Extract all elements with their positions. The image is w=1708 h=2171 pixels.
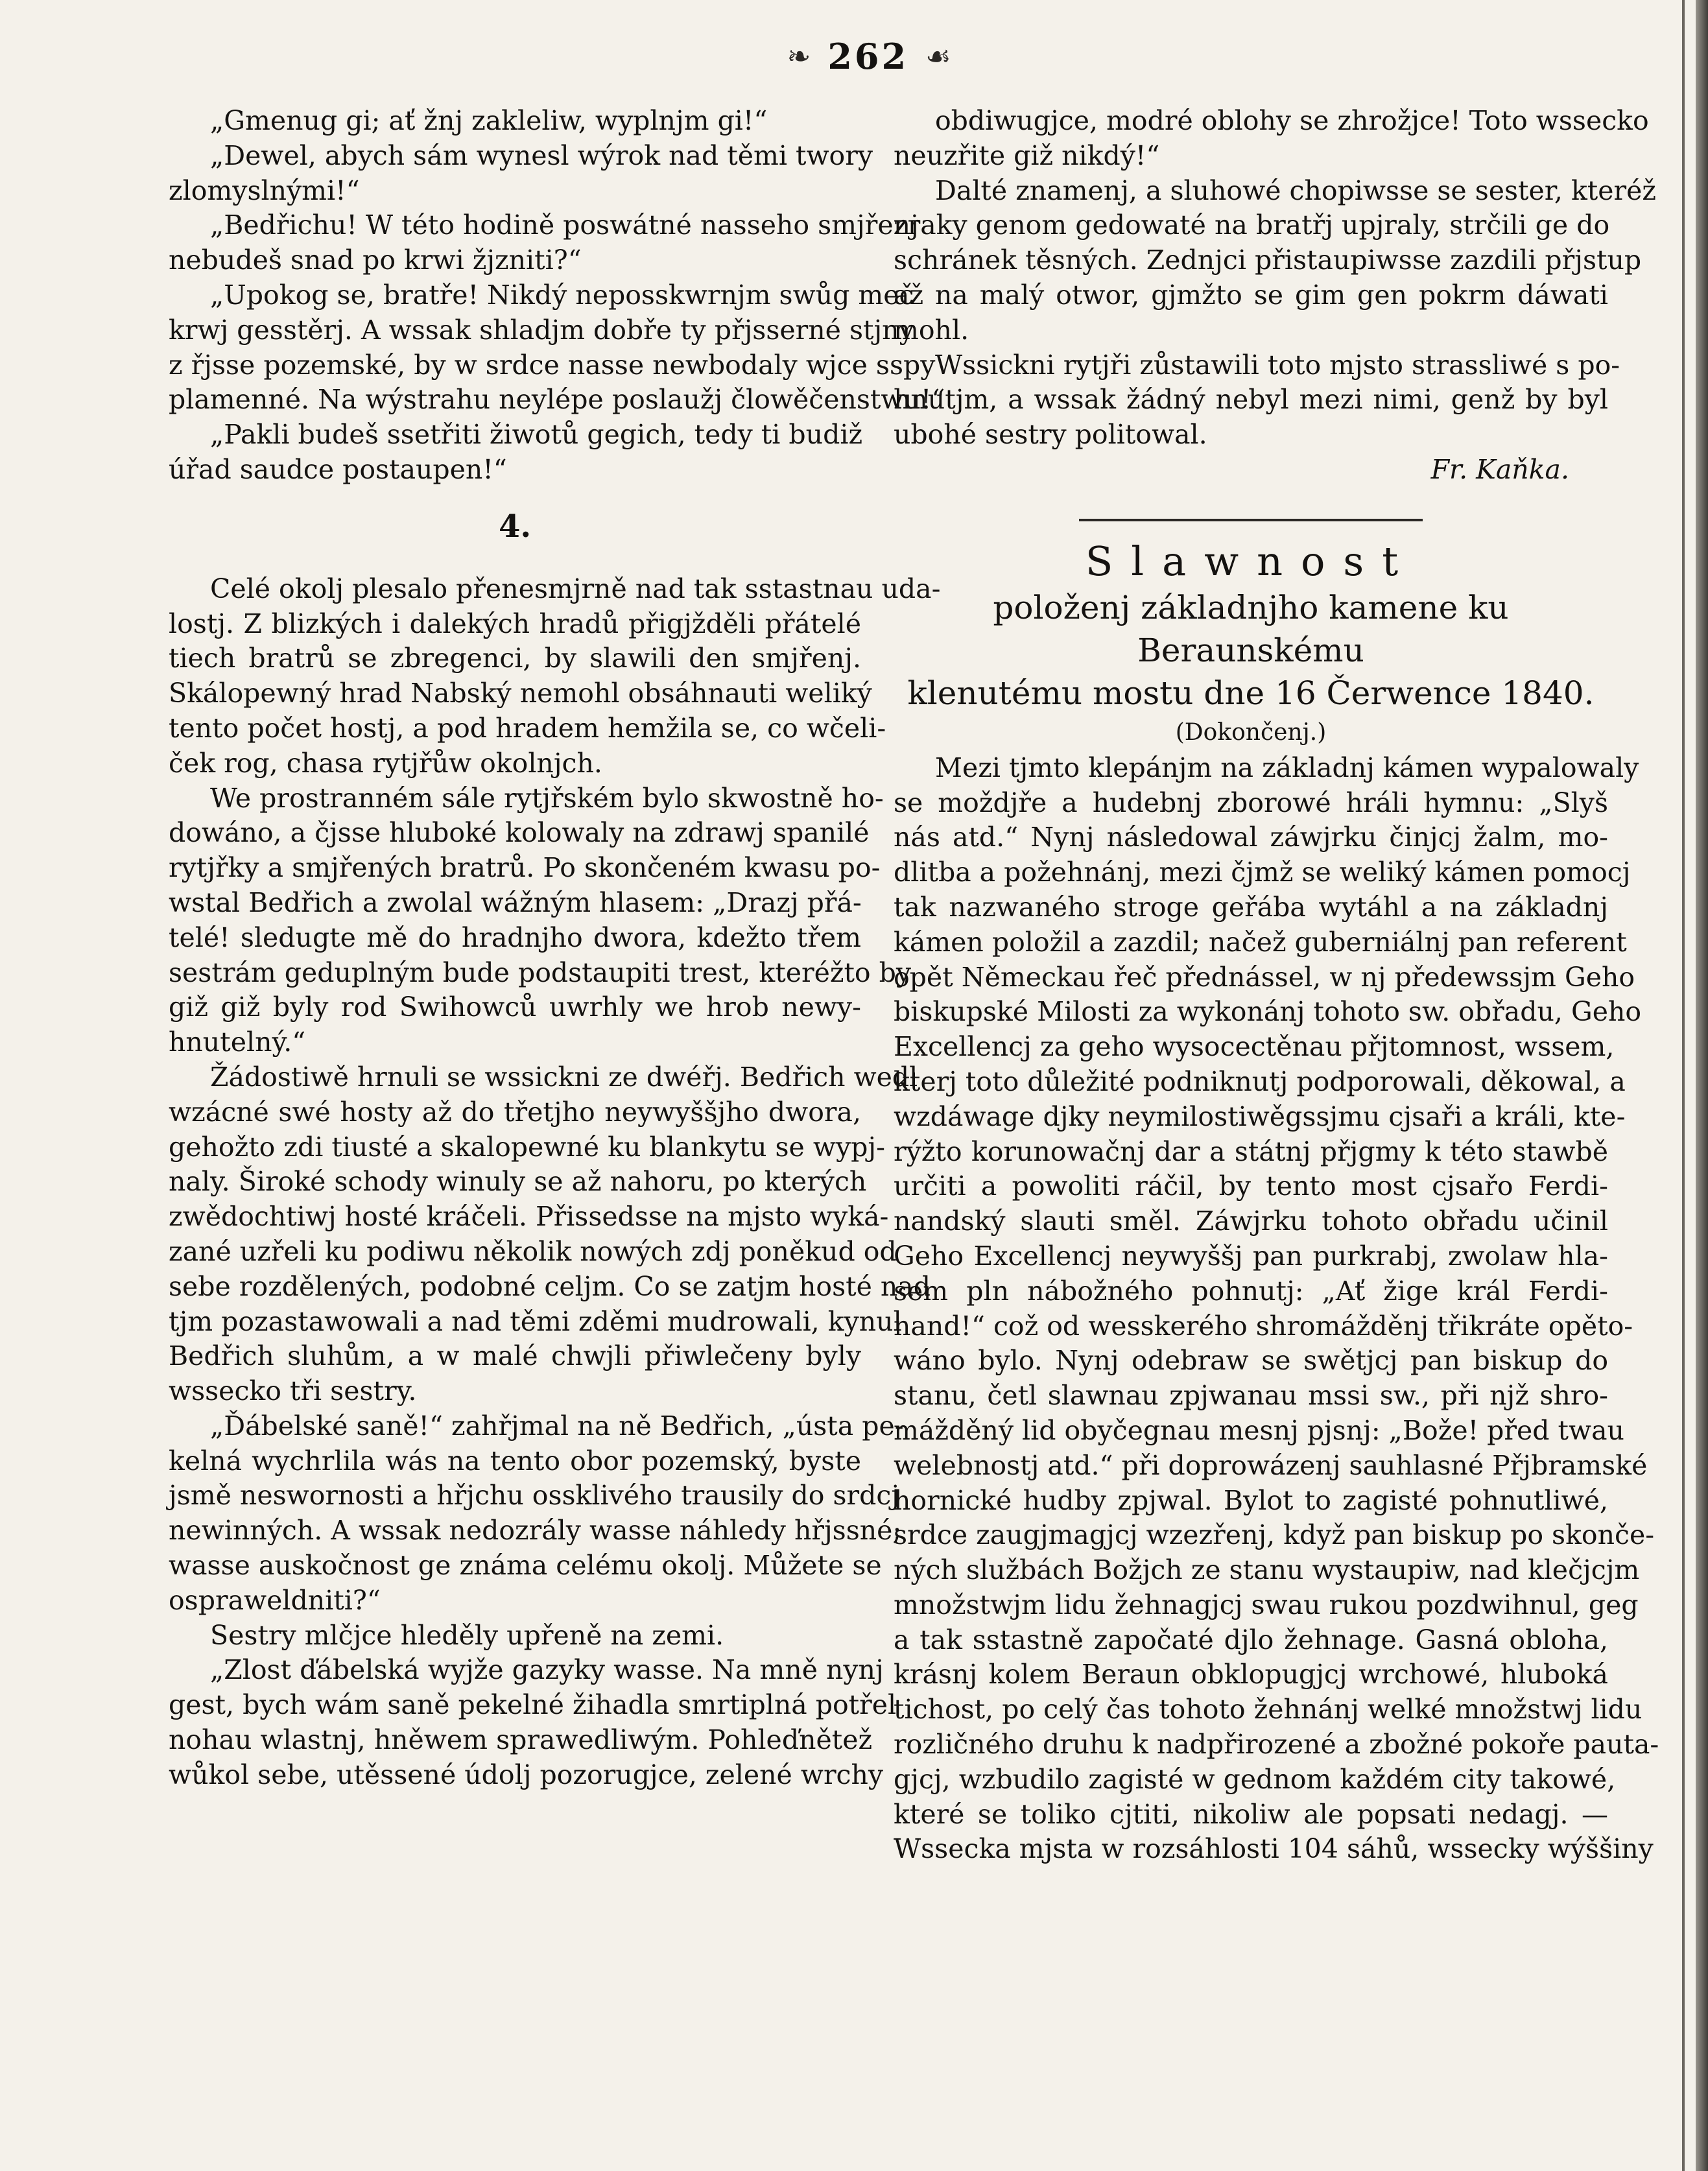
- text-line: dowáno, a čjsse hluboké kolowaly na zdrawj spanilé: [169, 817, 870, 849]
- text-line: „Bedřichu! W této hodině poswátné nasseho smjřenj: [210, 209, 919, 241]
- text-line: rozličného druhu k nadpřirozené a zbožné pokoře pauta-: [894, 1729, 1659, 1761]
- text-line: gest, bych wám saně pekelné žihadla smrtiplná potřel: [169, 1689, 897, 1721]
- text-line: Celé okolj plesalo přenesmjrně nad tak sstastnau uda-: [210, 573, 941, 604]
- text-line: až na malý otwor, gjmžto se gim gen pokrm dáwati: [894, 279, 1608, 311]
- text-line: nand!“ což od wesskerého shromážděnj třikráte opěto-: [894, 1310, 1633, 1342]
- text-line: srdce zaugjmagjcj wzezřenj, když pan biskup po skonče-: [894, 1519, 1655, 1551]
- text-line: zlomyslnými!“: [169, 174, 360, 206]
- paragraph: [894, 751, 1659, 1868]
- text-line: hnutelný.“: [169, 1026, 306, 1058]
- text-line: „Gmenug gi; ať žnj zakleliw, wyplnjm gi!“: [210, 105, 768, 136]
- text-line: ubohé sestry politowal.: [894, 419, 1207, 451]
- paragraph: [169, 1060, 931, 1409]
- text-line: biskupské Milosti za wykonánj tohoto sw. obřadu, Geho: [894, 996, 1642, 1028]
- text-line: giž giž byly rod Swihowců uwrhly we hrob newy-: [169, 991, 861, 1023]
- text-line: schránek těsných. Zednjci přistaupiwsse zazdili přjstup: [894, 244, 1642, 276]
- text-line: wstal Bedřich a zwolal wážným hlasem: „Drazj přá-: [169, 886, 862, 918]
- text-line: Wssecka mjsta w rozsáhlosti 104 sáhů, wssecky wýššiny: [894, 1833, 1654, 1865]
- paragraph: [894, 104, 1649, 174]
- page-header: [733, 34, 1005, 79]
- text-line: které se toliko cjtiti, nikoliw ale popsati nedagj. —: [894, 1798, 1608, 1830]
- text-line: nebudeš snad po krwi žjzniti?“: [169, 244, 582, 276]
- text-line: plamenné. Na wýstrahu neylépe poslaužj člowěčenstwu!“: [169, 384, 945, 416]
- text-line: naly. Široké schody winuly se až nahoru, po kterých: [169, 1166, 867, 1198]
- page-edge-shadow: [1696, 0, 1708, 2171]
- text-line: telé! sledugte mě do hradnjho dwora, kdežto třem: [169, 921, 861, 953]
- text-line: mohl.: [894, 314, 969, 346]
- paragraph: [169, 104, 861, 139]
- text-line: sebe rozdělených, podobné celjm. Co se zatjm hosté nad: [169, 1270, 931, 1302]
- text-line: zwědochtiwj hosté kráčeli. Přissedsse na mjsto wyká-: [169, 1201, 889, 1233]
- text-line: tento počet hostj, a pod hradem hemžila se, co wčeli-: [169, 712, 886, 744]
- text-line: rýžto korunowačnj dar a státnj přjgmy k této stawbě: [894, 1135, 1608, 1167]
- paragraph: [169, 572, 941, 781]
- text-line: We prostranném sále rytjřském bylo skwostně ho-: [210, 782, 884, 814]
- paragraph: [169, 208, 919, 278]
- text-line: wzdáwage djky neymilostiwěgssjmu cjsaři a králi, kte-: [894, 1100, 1626, 1132]
- text-line: Geho Excellencj neywyššj pan purkrabj, zwolaw hla-: [894, 1240, 1608, 1272]
- right-column: [894, 104, 1659, 1867]
- text-line: tichost, po celý čas tohoto žehnánj welké množstwj lidu: [894, 1694, 1643, 1726]
- text-line: gjcj, wzbudilo zagisté w gednom každém city takowé,: [894, 1763, 1616, 1795]
- text-line: wasse auskočnost ge známa celému okolj. Můžete se: [169, 1550, 882, 1582]
- text-line: neuzřite giž nikdý!“: [894, 139, 1160, 171]
- paragraph: [169, 418, 861, 488]
- ornament-right-icon: ☙: [925, 40, 951, 73]
- author-signature: Fr. Kaňka.: [1430, 453, 1569, 485]
- text-line: wáno bylo. Nynj odebraw se swětjcj pan biskup do: [894, 1345, 1608, 1377]
- text-line: kelná wychrlila wás na tento obor pozemský, byste: [169, 1445, 861, 1477]
- text-line: sem pln nábožného pohnutj: „Ať žige král Ferdi-: [894, 1275, 1608, 1307]
- text-line: wůkol sebe, utěssené údolj pozorugjce, zelené wrchy: [169, 1759, 884, 1790]
- text-line: a tak sstastně započaté djlo žehnage. Gasná obloha,: [894, 1624, 1608, 1655]
- text-line: nandský slauti směl. Záwjrku tohoto obřadu učinil: [894, 1205, 1608, 1237]
- text-line: z řjsse pozemské, by w srdce nasse newbodaly wjce sspy: [169, 349, 936, 381]
- text-line: množstwjm lidu žehnagjcj swau rukou pozdwihnul, geg: [894, 1589, 1639, 1620]
- text-line: „Pakli budeš ssetřiti žiwotů gegich, tedy ti budiž: [210, 419, 863, 451]
- text-line: nás atd.“ Nynj následowal záwjrku činjcj žalm, mo-: [894, 822, 1608, 853]
- separator-rule: [1079, 519, 1423, 521]
- paragraph: [169, 139, 873, 209]
- text-line: nohau wlastnj, hněwem sprawedliwým. Pohleďnětež: [169, 1724, 873, 1756]
- text-line: Mezi tjmto klepánjm na základnj kámen wypalowaly: [935, 752, 1639, 783]
- text-line: ných službách Božjch ze stanu wystaupiw, nad klečjcjm: [894, 1554, 1640, 1586]
- text-line: rytjřky a smjřených bratrů. Po skončeném kwasu po-: [169, 852, 881, 884]
- article-title: Slawnost: [1085, 537, 1417, 585]
- text-line: určiti a powoliti ráčil, by tento most cjsařo Ferdi-: [894, 1170, 1608, 1202]
- text-line: „Dewel, abych sám wynesl wýrok nad těmi twory: [210, 139, 873, 171]
- text-line: dlitba a požehnánj, mezi čjmž se weliký kámen pomocj: [894, 857, 1631, 888]
- text-line: Skálopewný hrad Nabský nemohl obsáhnauti weliký: [169, 678, 872, 709]
- paragraph: [894, 348, 1620, 453]
- text-line: úřad saudce postaupen!“: [169, 453, 507, 485]
- paragraph: [169, 1619, 861, 1654]
- text-line: Dalté znamenj, a sluhowé chopiwsse se sester, kteréž: [935, 174, 1657, 206]
- text-line: ospraweldniti?“: [169, 1584, 381, 1616]
- text-line: newinných. A wssak nedozrály wasse náhledy hřjssné;: [169, 1515, 902, 1547]
- text-line: jsmě neswornosti a hřjchu ossklivého trausily do srdcj: [169, 1480, 900, 1512]
- text-line: „Upokog se, bratře! Nikdý neposskwrnjm swůg meč: [210, 279, 914, 311]
- text-line: „Zlost ďábelská wyjže gazyky wasse. Na mně nynj: [210, 1654, 884, 1686]
- text-line: Excellencj za geho wysocectěnau přjtomnost, wssem,: [894, 1031, 1615, 1063]
- paragraph: [169, 1653, 897, 1792]
- text-line: zané uzřeli ku podiwu několik nowých zdj poněkud od: [169, 1235, 897, 1267]
- text-line: krwj gesstěrj. A wssak shladjm dobře ty přjsserné stjny: [169, 314, 914, 346]
- text-line: obdiwugjce, modré oblohy se zhrožjce! Toto wssecko: [935, 105, 1649, 136]
- text-line: wssecko tři sestry.: [169, 1375, 417, 1407]
- text-line: kterj toto důležité podniknutj podporowali, děkowal, a: [894, 1065, 1626, 1097]
- subtitle-line: položenj základnjho kamene ku Beraunskému: [993, 588, 1509, 669]
- text-line: stanu, četl slawnau zpjwanau mssi sw., při njž shro-: [894, 1380, 1608, 1412]
- text-line: tiech bratrů se zbregenci, by slawili den smjřenj.: [169, 643, 861, 674]
- text-line: welebnostj atd.“ při doprowázenj sauhlasné Přjbramské: [894, 1449, 1648, 1481]
- text-line: zraky genom gedowaté na bratřj upjraly, strčili ge do: [894, 209, 1610, 241]
- paragraph: [169, 781, 912, 1060]
- text-line: wzácné swé hosty až do třetjho neywyššjho dwora,: [169, 1096, 861, 1128]
- text-line: opět Německau řeč přednássel, w nj předewssjm Geho: [894, 961, 1635, 993]
- text-line: Sestry mlčjce hleděly upřeně na zemi.: [210, 1619, 724, 1651]
- right-paragraphs-a: [894, 104, 1657, 453]
- text-line: ček rog, chasa rytjřůw okolnjch.: [169, 747, 602, 779]
- text-line: tjm pozastawowali a nad těmi zděmi mudrowali, kynul: [169, 1305, 902, 1337]
- right-paragraphs-b: [894, 751, 1659, 1868]
- text-line: mážděný lid obyčegnau mesnj pjsnj: „Bože! před twau: [894, 1414, 1624, 1446]
- paragraph: [169, 1409, 904, 1619]
- text-line: krásnj kolem Beraun obklopugjcj wrchowé, hluboká: [894, 1659, 1608, 1691]
- text-line: hnutjm, a wssak žádný nebyl mezi nimi, genž by byl: [894, 384, 1608, 416]
- text-line: lostj. Z blizkých i dalekých hradů přigjžděli přátelé: [169, 608, 861, 639]
- section-number: 4.: [498, 508, 532, 545]
- page-number: 262: [827, 36, 909, 77]
- text-line: tak nazwaného stroge geřába wytáhl a na základnj: [894, 891, 1608, 923]
- subtitle-line: klenutému mostu dne 16 Čerwence 1840.: [907, 674, 1595, 712]
- text-line: gehožto zdi tiusté a skalopewné ku blankytu se wypj-: [169, 1131, 885, 1163]
- left-paragraphs-b: [169, 572, 941, 1793]
- page-edge-line: [1682, 0, 1685, 2171]
- text-line: „Ďábelské saně!“ zahřjmal na ně Bedřich, „ústa pe-: [210, 1410, 904, 1441]
- ornament-left-icon: ❧: [787, 40, 811, 73]
- text-line: sestrám geduplným bude podstaupiti trest, kteréžto by: [169, 956, 912, 988]
- paragraph: [894, 174, 1657, 348]
- text-line: se moždjře a hudebnj zborowé hráli hymnu: „Slyš: [894, 787, 1608, 818]
- text-line: hornické hudby zpjwal. Bylot to zagisté pohnutliwé,: [894, 1484, 1608, 1516]
- article-subtitle: [894, 586, 1608, 715]
- text-line: Wssickni rytjři zůstawili toto mjsto strassliwé s po-: [935, 349, 1620, 381]
- text-line: kámen položil a zazdil; načež guberniálnj pan referent: [894, 926, 1627, 958]
- continuation-note: (Dokončenj.): [1175, 718, 1327, 746]
- left-column: [169, 104, 945, 1793]
- text-line: Žádostiwě hrnuli se wssickni ze dwéřj. Bedřich wedl: [210, 1061, 918, 1093]
- text-line: Bedřich sluhům, a w malé chwjli přiwlečeny byly: [169, 1340, 861, 1372]
